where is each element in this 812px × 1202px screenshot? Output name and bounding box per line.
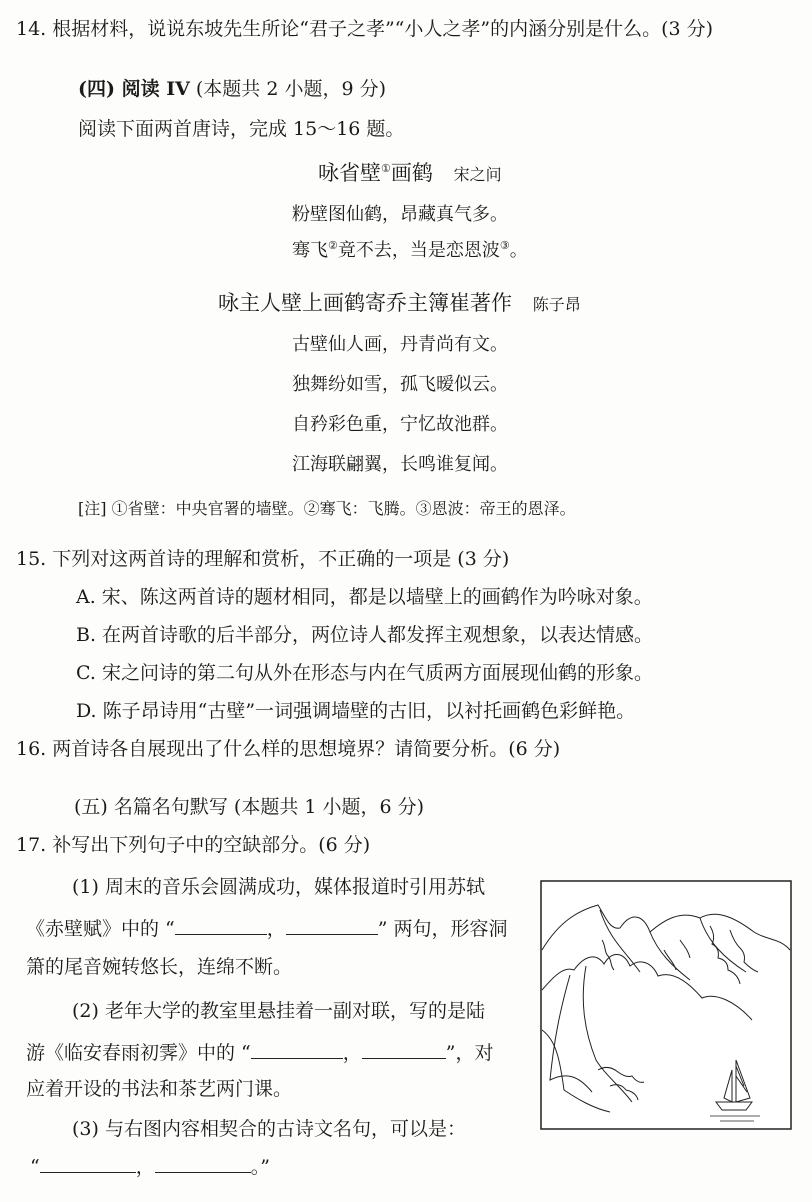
question-15-stem: 15. 下列对这两首诗的理解和赏析，不正确的一项是 (3 分) <box>16 548 510 570</box>
q17-part-1-line-2 <box>26 914 508 942</box>
text-part: ， <box>135 1156 155 1178</box>
footnote-mark: ① <box>381 162 391 175</box>
q17-part-2-line-2 <box>26 1038 494 1066</box>
question-15-option-b: B. 在两首诗歌的后半部分，两位诗人都发挥主观想象，以表达情感。 <box>76 624 654 646</box>
poem-2-author: 陈子昂 <box>532 295 581 314</box>
poem-2-line-1: 古壁仙人画，丹青尚有文。 <box>292 334 508 355</box>
section-4-meta: (本题共 2 小题，9 分) <box>195 78 387 100</box>
question-16: 16. 两首诗各自展现出了什么样的思想境界？请简要分析。(6 分) <box>16 738 561 760</box>
verse-part: 骞飞 <box>292 240 328 261</box>
section-4-heading <box>78 76 386 102</box>
q17-part-2-line-1: (2) 老年大学的教室里悬挂着一副对联，写的是陆 <box>72 1000 485 1022</box>
text-part: 游《临安春雨初霁》中的 “ <box>26 1042 251 1064</box>
text-part: 。” <box>250 1156 270 1178</box>
poem-2-line-4: 江海联翩翼，长鸣谁复闻。 <box>292 454 508 475</box>
answer-blank[interactable] <box>175 914 267 935</box>
question-17-stem: 17. 补写出下列句子中的空缺部分。(6 分) <box>16 834 371 856</box>
text-part: ， <box>342 1042 362 1064</box>
q17-part-3-line-2 <box>30 1152 270 1180</box>
poem-1-title <box>318 160 502 188</box>
landscape-illustration <box>540 880 792 1130</box>
text-part: ”，对 <box>445 1042 494 1064</box>
answer-blank[interactable] <box>155 1152 251 1173</box>
poem-1-line-2 <box>292 238 528 264</box>
illustration-frame <box>541 881 791 1129</box>
q17-part-1-line-3: 箫的尾音婉转悠长，连绵不断。 <box>26 956 293 978</box>
answer-blank[interactable] <box>362 1038 446 1059</box>
text-part: “ <box>30 1156 40 1178</box>
footnote-mark: ③ <box>499 239 510 252</box>
verse-part: 。 <box>509 240 528 261</box>
q17-part-2-line-3: 应着开设的书法和茶艺两门课。 <box>26 1078 293 1100</box>
question-15-option-c: C. 宋之问诗的第二句从外在形态与内在气质两方面展现仙鹤的形象。 <box>76 662 653 684</box>
text-part: 《赤壁赋》中的 “ <box>26 918 175 940</box>
footnote-mark: ② <box>328 239 338 252</box>
poem-1-line-1: 粉壁图仙鹤，昂藏真气多。 <box>292 204 508 225</box>
question-15-option-d: D. 陈子昂诗用“古壁”一词强调墙壁的古旧，以衬托画鹤色彩鲜艳。 <box>76 700 636 722</box>
question-15-option-a: A. 宋、陈这两首诗的题材相同，都是以墙壁上的画鹤作为吟咏对象。 <box>76 586 653 608</box>
section-5-heading: (五) 名篇名句默写 (本题共 1 小题，6 分) <box>74 796 425 818</box>
poem-2-title-text: 咏主人壁上画鹤寄乔主簿崔著作 <box>218 291 512 315</box>
text-part: ” 两句，形容洞 <box>377 918 508 940</box>
answer-blank[interactable] <box>286 914 378 935</box>
poem-2-line-3: 自矜彩色重，宁忆故池群。 <box>292 414 508 435</box>
section-4-title: (四) 阅读 IV <box>78 78 190 100</box>
q17-part-1-line-1: (1) 周末的音乐会圆满成功，媒体报道时引用苏轼 <box>72 876 485 898</box>
poem-1-author: 宋之问 <box>453 165 502 184</box>
section-4-intro: 阅读下面两首唐诗，完成 15～16 题。 <box>78 118 405 140</box>
poem-1-title-part: 咏省壁 <box>318 161 381 185</box>
verse-part: 竟不去，当是恋恩波 <box>337 240 500 261</box>
question-14: 14. 根据材料，说说东坡先生所论“君子之孝”“小人之孝”的内涵分别是什么。(3 分) <box>16 18 714 40</box>
poem-notes: [注] ①省壁：中央官署的墙壁。②骞飞：飞腾。③恩波：帝王的恩泽。 <box>78 499 576 518</box>
poem-1-title-part: 画鹤 <box>390 161 433 185</box>
poem-2-line-2: 独舞纷如雪，孤飞暧似云。 <box>292 374 508 395</box>
answer-blank[interactable] <box>40 1152 136 1173</box>
q17-part-3-line-1: (3) 与右图内容相契合的古诗文名句，可以是： <box>72 1118 466 1140</box>
text-part: ， <box>266 918 286 940</box>
answer-blank[interactable] <box>251 1038 343 1059</box>
poem-2-title <box>218 290 581 318</box>
